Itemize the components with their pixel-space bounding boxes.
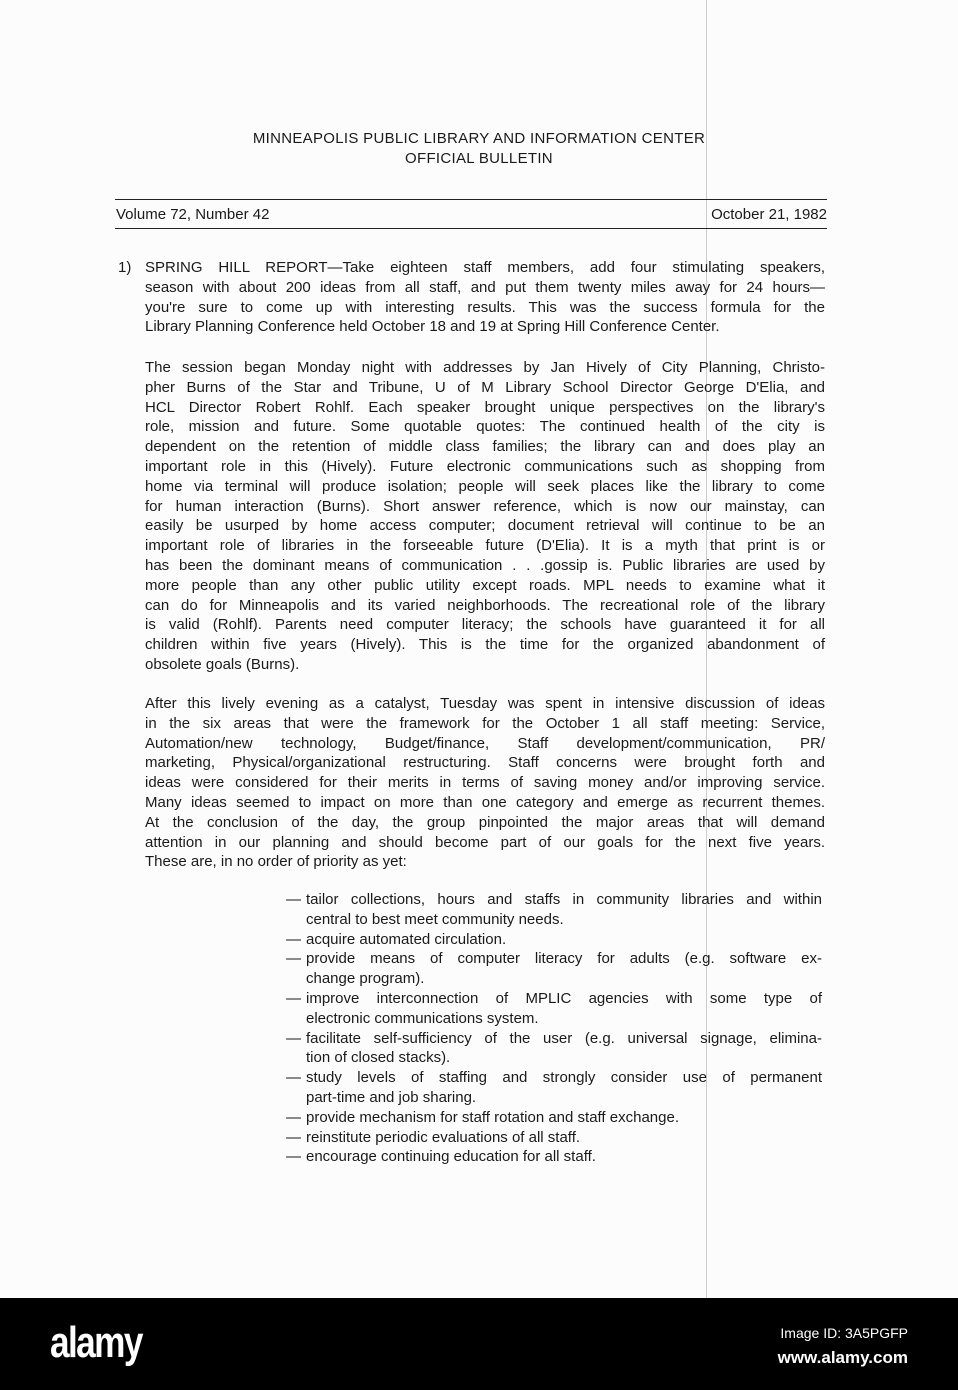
- text-line: Automation/new technology, Budget/finance, Staff development/communication, PR/: [145, 734, 825, 752]
- priority-list: [286, 890, 822, 1167]
- dash-bullet: —: [286, 891, 301, 908]
- list-item-line: change program).: [306, 970, 425, 988]
- text-line: home via terminal will produce isolation; people will seek places like the library to come: [145, 477, 825, 495]
- text-line: easily be usurped by home access computer; document retrieval will continue to be an: [145, 517, 825, 535]
- text-line: important role in this (Hively). Future electronic communications such as shopping from: [145, 457, 825, 475]
- text-line: SPRING HILL REPORT—Take eighteen staff members, add four stimulating speakers,: [145, 259, 825, 276]
- list-item: [286, 949, 822, 989]
- dash-bullet: —: [286, 1128, 301, 1146]
- list-item-line: study levels of staffing and strongly consider use of permanent: [306, 1069, 822, 1087]
- list-item: [286, 1108, 822, 1128]
- text-line: has been the dominant means of communication . . .gossip is. Public libraries are used by: [145, 556, 825, 574]
- paragraph-2: [145, 358, 825, 675]
- list-item-line: encourage continuing education for all staff.: [306, 1148, 596, 1166]
- text-line: can do for Minneapolis and its varied neighborhoods. The recreational role of the library: [145, 596, 825, 614]
- list-item: [286, 1068, 822, 1108]
- dash-bullet: —: [286, 1069, 301, 1087]
- text-line: is valid (Rohlf). Parents need computer literacy; the schools have guaranteed it for all: [145, 616, 825, 634]
- text-line: in the six areas that were the framework for the October 1 all staff meeting: Service,: [145, 714, 825, 732]
- text-line: role, mission and future. Some quotable quotes: The continued health of the city is: [145, 418, 825, 436]
- list-item-line: improve interconnection of MPLIC agencies with some type of: [306, 989, 822, 1007]
- list-item-line: part-time and job sharing.: [306, 1088, 477, 1106]
- dash-bullet: —: [286, 930, 301, 948]
- watermark-bar: [0, 1298, 958, 1390]
- bulletin-date: October 21, 1982: [711, 206, 827, 223]
- volume-number: Volume 72, Number 42: [116, 206, 270, 223]
- text-line: The session began Monday night with addresses by Jan Hively of City Planning, Christo-: [145, 359, 825, 376]
- top-rule: [115, 199, 827, 200]
- list-item-line: tion of closed stacks).: [306, 1049, 451, 1067]
- list-item-line: facilitate self-sufficiency of the user (e.g. universal signage, elimina-: [306, 1029, 822, 1047]
- list-item-line: acquire automated circulation.: [306, 930, 507, 948]
- dash-bullet: —: [286, 950, 301, 968]
- bottom-rule: [115, 228, 827, 229]
- image-id: Image ID: 3A5PGFP: [780, 1325, 908, 1341]
- text-line: obsolete goals (Burns).: [145, 655, 300, 673]
- text-line: pher Burns of the Star and Tribune, U of M Library School Director George D'Elia, and: [145, 378, 825, 396]
- paragraph-1: [145, 258, 825, 337]
- text-line: children within five years (Hively). This is the time for the organized abandonment of: [145, 636, 825, 654]
- list-item-line: central to best meet community needs.: [306, 910, 564, 928]
- dash-bullet: —: [286, 1148, 301, 1166]
- bulletin-title: OFFICIAL BULLETIN: [405, 150, 553, 167]
- text-line: more people than any other public utility except roads. MPL needs to examine what it: [145, 576, 825, 594]
- text-line: for human interaction (Burns). Short answer reference, which is now our mainstay, can: [145, 497, 825, 515]
- alamy-url: www.alamy.com: [777, 1348, 908, 1367]
- text-line: These are, in no order of priority as yet:: [145, 853, 407, 871]
- list-item: [286, 890, 822, 930]
- list-item-line: reinstitute periodic evaluations of all staff.: [306, 1128, 581, 1146]
- dash-bullet: —: [286, 989, 301, 1007]
- text-line: After this lively evening as a catalyst, Tuesday was spent in intensive discussion of ideas: [145, 695, 825, 712]
- list-item: [286, 930, 822, 950]
- text-line: marketing, Physical/organizational restructuring. Staff concerns were brought forth and: [145, 754, 825, 772]
- text-line: ideas were considered for their merits in terms of saving money and/or improving service.: [145, 774, 825, 792]
- text-line: attention in our planning and should become part of our goals for the next five years.: [145, 833, 825, 851]
- list-item: [286, 1147, 822, 1167]
- list-item: [286, 1128, 822, 1148]
- text-line: At the conclusion of the day, the group pinpointed the major areas that will demand: [145, 813, 825, 831]
- list-item: [286, 989, 822, 1029]
- list-item: [286, 1029, 822, 1069]
- alamy-logo: alamy: [50, 1318, 142, 1367]
- list-item-line: provide mechanism for staff rotation and staff exchange.: [306, 1108, 679, 1126]
- paragraph-3: [145, 694, 825, 872]
- list-item-line: tailor collections, hours and staffs in community libraries and within: [306, 891, 822, 908]
- item-number: 1): [118, 259, 132, 276]
- text-line: Library Planning Conference held October 18 and 19 at Spring Hill Conference Center.: [145, 318, 720, 336]
- list-item-line: electronic communications system.: [306, 1009, 539, 1027]
- text-line: HCL Director Robert Rohlf. Each speaker brought unique perspectives on the library's: [145, 398, 825, 416]
- dash-bullet: —: [286, 1029, 301, 1047]
- text-line: you're sure to come up with interesting results. This was the success formula for the: [145, 298, 825, 316]
- library-name: MINNEAPOLIS PUBLIC LIBRARY AND INFORMATION CENTER: [252, 130, 706, 147]
- text-line: dependent on the retention of middle class families; the library can and does play an: [145, 438, 825, 456]
- dash-bullet: —: [286, 1108, 301, 1126]
- text-line: important role of libraries in the forseeable future (D'Elia). It is a myth that print is or: [145, 537, 825, 555]
- text-line: Many ideas seemed to impact on more than one category and emerge as recurrent themes.: [145, 793, 825, 811]
- text-line: season with about 200 ideas from all staff, and put them twenty miles away for 24 hours—: [145, 278, 825, 296]
- list-item-line: provide means of computer literacy for adults (e.g. software ex-: [306, 950, 822, 968]
